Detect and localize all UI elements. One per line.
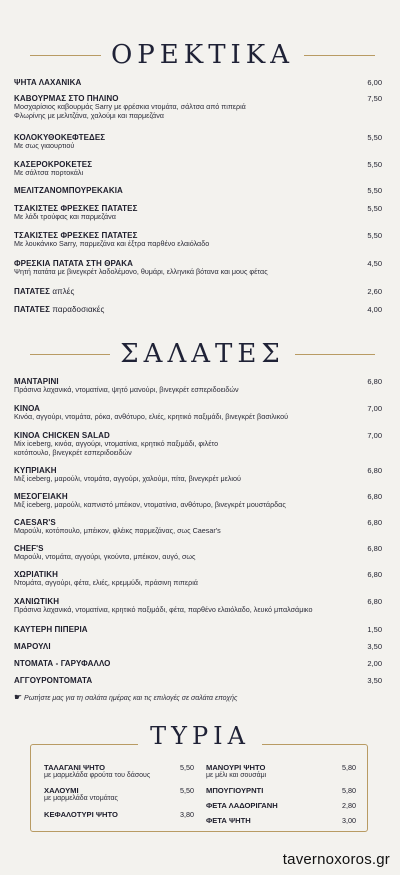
item-description: Μαρούλι, κοτόπουλο, μπέικον, φλέικς παρμεζάνας, σως Caesar's bbox=[14, 526, 221, 535]
item-price: 5,50 bbox=[367, 186, 382, 195]
menu-item bbox=[14, 160, 382, 178]
menu-item bbox=[14, 94, 382, 120]
item-name: ΝΤΟΜΑΤΑ - ΓΑΡΥΦΑΛΛΟ bbox=[14, 659, 111, 668]
item-price: 5,50 bbox=[367, 231, 382, 240]
item-name: ΦΕΤΑ ΛΑΔΟΡΙΓΑΝΗ bbox=[206, 801, 278, 810]
item-name: ΚΙΝΟΑ bbox=[14, 404, 41, 413]
menu-item bbox=[14, 659, 382, 668]
item-description: Μιξ iceberg, μαρούλι, ντομάτα, αγγούρι, χαλούμι, πίτα, βινεγκρέτ μελιού bbox=[14, 474, 241, 483]
menu-item bbox=[206, 763, 376, 780]
item-description: Με σάλτσα πορτοκάλι bbox=[14, 168, 84, 177]
item-price: 5,80 bbox=[342, 763, 356, 772]
item-name: ΜΠΟΥΓΙΟΥΡΝΤΙ bbox=[206, 786, 264, 795]
menu-item bbox=[14, 305, 382, 314]
item-name: ΑΓΓΟΥΡΟΝΤΟΜΑΤΑ bbox=[14, 676, 93, 685]
section-header-tyria bbox=[0, 722, 400, 750]
menu-item bbox=[14, 625, 382, 634]
item-description: Με λάδι τρούφας και παρμεζάνα bbox=[14, 212, 116, 221]
item-price: 2,60 bbox=[367, 287, 382, 296]
menu-item bbox=[44, 810, 214, 819]
item-price: 2,80 bbox=[342, 801, 356, 810]
item-name: ΤΣΑΚΙΣΤΕΣ ΦΡΕΣΚΕΣ ΠΑΤΑΤΕΣ bbox=[14, 231, 138, 240]
item-name: ΠΑΤΑΤΕΣ bbox=[14, 287, 51, 296]
item-price: 7,00 bbox=[367, 431, 382, 440]
section-title: ΤΥΡΙΑ bbox=[138, 722, 262, 750]
item-price: 5,80 bbox=[342, 786, 356, 795]
divider bbox=[304, 55, 375, 56]
item-price: 6,80 bbox=[367, 466, 382, 475]
section-header-orektika bbox=[0, 40, 400, 70]
pointing-hand-icon: ☛ bbox=[14, 692, 23, 702]
item-description: Κινόα, αγγούρι, ντομάτα, ρόκα, ανθότυρο, ελιές, κρητικό παξιμάδι, βινεγκρέτ βασιλικού bbox=[14, 412, 289, 421]
menu-item bbox=[14, 186, 382, 195]
menu-item bbox=[14, 78, 382, 87]
item-price: 3,80 bbox=[180, 810, 194, 819]
item-price: 6,80 bbox=[367, 597, 382, 606]
item-description: με μαρμελάδα φρούτα του δάσους bbox=[44, 772, 151, 779]
menu-item bbox=[14, 287, 382, 296]
item-price: 5,50 bbox=[367, 133, 382, 142]
menu-item bbox=[44, 763, 214, 780]
item-description: Πράσινα λαχανικά, ντοματίνια, κρητικό παξιμάδι, φέτα, παρθένο ελαιόλαδο, λευκό μπαλσάμικο bbox=[14, 605, 313, 614]
item-name: ΧΩΡΙΑΤΙΚΗ bbox=[14, 570, 58, 579]
menu-item bbox=[14, 404, 382, 422]
menu-item bbox=[14, 133, 382, 151]
item-price: 4,50 bbox=[367, 259, 382, 268]
item-description: με μέλι και σουσάμι bbox=[206, 772, 267, 779]
item-name: ΤΑΛΑΓΑΝΙ ΨΗΤΟ bbox=[44, 763, 106, 772]
menu-item bbox=[14, 259, 382, 277]
item-description: Μιξ iceberg, μαρούλι, καπνιστό μπέικον, ντοματίνια, ανθότυρο, βινεγκρέτ μουστάρδας bbox=[14, 500, 286, 509]
item-description: με μαρμελάδα ντομάτας bbox=[44, 795, 118, 802]
item-price: 6,00 bbox=[367, 78, 382, 87]
item-price: 6,80 bbox=[367, 492, 382, 501]
item-price: 3,50 bbox=[367, 676, 382, 685]
menu-item bbox=[14, 492, 382, 510]
item-price: 1,50 bbox=[367, 625, 382, 634]
item-description: Ντομάτα, αγγούρι, φέτα, ελιές, κρεμμύδι, πράσινη πιπεριά bbox=[14, 578, 198, 587]
item-name: ΚΑΣΕΡΟΚΡΟΚΕΤΕΣ bbox=[14, 160, 93, 169]
item-description: Μαρούλι, ντομάτα, αγγούρι, γκούντα, μπέικον, αυγό, σως bbox=[14, 552, 196, 561]
item-price: 5,50 bbox=[367, 204, 382, 213]
item-name: ΚΥΠΡΙΑΚΗ bbox=[14, 466, 57, 475]
divider bbox=[30, 354, 110, 355]
note-text: Ρωτήστε μας για τη σαλάτα ημέρας και τις επιλογές σε σαλάτα εποχής bbox=[24, 695, 238, 702]
menu-item bbox=[14, 231, 382, 249]
item-name: ΚΙΝΟΑ CHICKEN SALAD bbox=[14, 431, 110, 440]
salad-note bbox=[14, 692, 237, 703]
item-price: 6,80 bbox=[367, 570, 382, 579]
item-name: ΜΕΣΟΓΕΙΑΚΗ bbox=[14, 492, 68, 501]
website-watermark: tavernoxoros.gr bbox=[282, 851, 390, 868]
menu-item bbox=[14, 466, 382, 484]
item-name: ΜΕΛΙΤΖΑΝΟΜΠΟΥΡΕΚΑΚΙΑ bbox=[14, 186, 123, 195]
item-price: 5,50 bbox=[180, 786, 194, 795]
item-description: Μοσχαρίσιος καβουρμάς Sarry με φρέσκια ντομάτα, σάλτσα από πιπεριά Φλωρίνης με μελιτζάνα, χαλούμι και παρμεζάνα bbox=[14, 102, 246, 120]
item-description: Με λουκάνικο Sarry, παρμεζάνα και έξτρα παρθένο ελαιόλαδο bbox=[14, 239, 210, 248]
item-name: ΚΕΦΑΛΟΤΥΡΙ ΨΗΤΟ bbox=[44, 810, 118, 819]
item-description: Mix iceberg, κινόα, αγγούρι, ντοματίνια, κρητικό παξιμάδι, φιλέτο κοτόπουλο, βινεγκρέτ εσπεριδοειδών bbox=[14, 439, 219, 457]
item-price: 5,50 bbox=[180, 763, 194, 772]
menu-item bbox=[14, 676, 382, 685]
menu-item bbox=[206, 816, 376, 825]
item-price: 3,50 bbox=[367, 642, 382, 651]
item-name: ΧΑΝΙΩΤΙΚΗ bbox=[14, 597, 60, 606]
item-name: ΚΑΒΟΥΡΜΑΣ ΣΤΟ ΠΗΛΙΝΟ bbox=[14, 94, 119, 103]
item-price: 6,80 bbox=[367, 544, 382, 553]
item-name: CHEF'S bbox=[14, 544, 44, 553]
section-title: ΟΡΕΚΤΙΚΑ bbox=[110, 40, 295, 70]
menu-item bbox=[14, 377, 382, 395]
menu-item bbox=[14, 518, 382, 536]
item-description: Πράσινα λαχανικά, ντοματίνια, ψητό μανούρι, βινεγκρέτ εσπεριδοειδών bbox=[14, 385, 239, 394]
item-name: ΚΑΥΤΕΡΗ ΠΙΠΕΡΙΑ bbox=[14, 625, 88, 634]
item-price: 6,80 bbox=[367, 377, 382, 386]
section-header-salates bbox=[0, 339, 400, 369]
item-name: ΨΗΤΑ ΛΑΧΑΝΙΚΑ bbox=[14, 78, 82, 87]
item-price: 6,80 bbox=[367, 518, 382, 527]
menu-item bbox=[14, 431, 382, 457]
divider bbox=[30, 55, 101, 56]
item-price: 7,00 bbox=[367, 404, 382, 413]
item-name: ΚΟΛΟΚΥΘΟΚΕΦΤΕΔΕΣ bbox=[14, 133, 106, 142]
menu-item bbox=[14, 597, 382, 615]
menu-item bbox=[14, 204, 382, 222]
item-price: 4,00 bbox=[367, 305, 382, 314]
item-price: 7,50 bbox=[367, 94, 382, 103]
item-name: CAESAR'S bbox=[14, 518, 56, 527]
menu-item bbox=[206, 786, 376, 795]
item-name: ΦΕΤΑ ΨΗΤΗ bbox=[206, 816, 251, 825]
item-description: Ψητή πατάτα με βινεγκρέτ λαδολέμονο, θυμάρι, ελληνικά βότανα και μους φέτας bbox=[14, 267, 268, 276]
item-description: Με σως γιαουρτιού bbox=[14, 141, 75, 150]
item-name: ΦΡΕΣΚΙΑ ΠΑΤΑΤΑ ΣΤΗ ΘΡΑΚΑ bbox=[14, 259, 134, 268]
divider bbox=[295, 354, 375, 355]
item-name-suffix: παραδοσιακές bbox=[52, 305, 105, 314]
item-price: 2,00 bbox=[367, 659, 382, 668]
menu-item bbox=[206, 801, 376, 810]
item-name: ΧΑΛΟΥΜΙ bbox=[44, 786, 79, 795]
menu-item bbox=[44, 786, 214, 803]
item-price: 3,00 bbox=[342, 816, 356, 825]
item-price: 5,50 bbox=[367, 160, 382, 169]
menu-item bbox=[14, 544, 382, 562]
item-name: ΠΑΤΑΤΕΣ bbox=[14, 305, 51, 314]
item-name: ΜΑΝΟΥΡΙ ΨΗΤΟ bbox=[206, 763, 266, 772]
section-title: ΣΑΛΑΤΕΣ bbox=[120, 339, 285, 369]
item-name: ΤΣΑΚΙΣΤΕΣ ΦΡΕΣΚΕΣ ΠΑΤΑΤΕΣ bbox=[14, 204, 138, 213]
menu-item bbox=[14, 570, 382, 588]
menu-item bbox=[14, 642, 382, 651]
item-name: ΜΑΝΤΑΡΙΝΙ bbox=[14, 377, 59, 386]
item-name-suffix: απλές bbox=[52, 287, 75, 296]
item-name: ΜΑΡΟΥΛΙ bbox=[14, 642, 51, 651]
